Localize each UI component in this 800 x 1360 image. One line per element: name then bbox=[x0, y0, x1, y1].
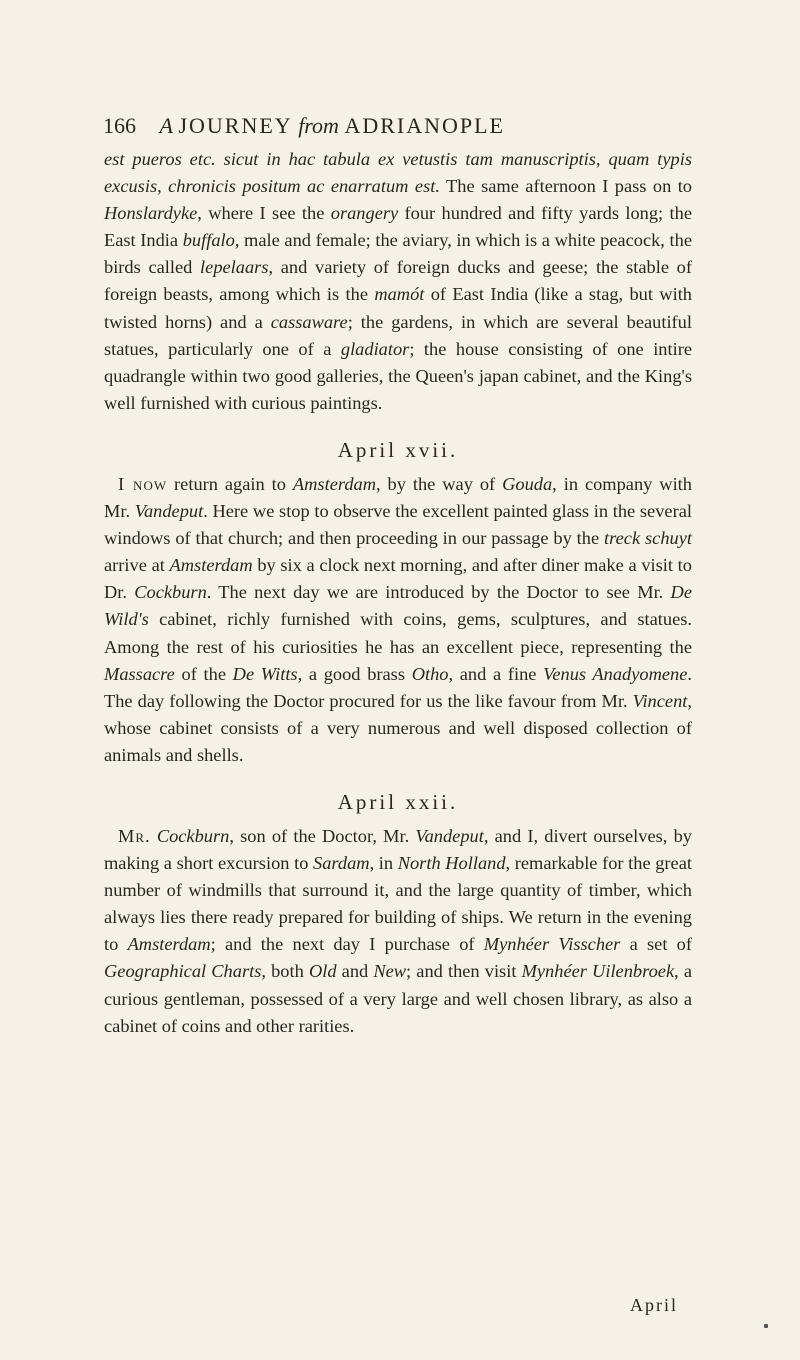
paragraph-april-xvii bbox=[104, 471, 692, 769]
emphasis: Otho bbox=[411, 663, 449, 684]
running-header bbox=[103, 111, 693, 141]
text-run: , where I see the bbox=[197, 203, 331, 224]
emphasis: mamót bbox=[374, 284, 425, 305]
date-heading-april-xxii: April xxii. bbox=[337, 789, 459, 814]
person-name: Cockburn bbox=[134, 582, 207, 603]
text-run: , a curious gentleman, possessed of a very large and well chosen library, as also a cabinet of coins and other rarities. bbox=[104, 961, 692, 1036]
place-name: Amsterdam bbox=[292, 473, 376, 494]
date-heading-april-xvii: April xvii. bbox=[337, 437, 459, 462]
emphasis: New bbox=[373, 961, 407, 982]
text-run: . The next day we are introduced by the Doctor to see Mr. bbox=[206, 582, 671, 603]
text-run: return again to bbox=[167, 473, 293, 494]
text-run: , remarkable for the great number of windmills that surround it, and the large quantity of timber, which always lies there ready prepared for building of ships. We return in the evening to bbox=[104, 853, 692, 955]
place-name: North Holland bbox=[397, 853, 506, 874]
place-name: Honslardyke bbox=[104, 203, 198, 224]
emphasis: lepelaars bbox=[200, 257, 269, 278]
text-run: ; the gardens, in which are several beautiful statues, particularly one of a bbox=[104, 311, 692, 359]
text-run: ; and then visit bbox=[406, 961, 522, 982]
person-name: Cockburn bbox=[156, 825, 230, 846]
emphasis: buffalo bbox=[182, 230, 235, 251]
place-name: Gouda bbox=[502, 473, 553, 494]
emphasis: cassaware bbox=[270, 311, 348, 332]
text-run: , a good brass bbox=[297, 663, 412, 684]
text-run: , son of the Doctor, Mr. bbox=[229, 825, 416, 846]
paragraph-april-xxii bbox=[104, 823, 692, 1040]
page-body bbox=[104, 146, 692, 1040]
text-run: , by the way of bbox=[376, 473, 503, 494]
person-name: De Witts bbox=[232, 663, 298, 684]
paragraph-lead: I now bbox=[118, 473, 168, 494]
ink-mark bbox=[764, 1324, 768, 1328]
text-run: a set of bbox=[620, 934, 692, 955]
emphasis: Old bbox=[308, 961, 337, 982]
text-run: . The day following the Doctor procured for us the like favour from Mr. bbox=[104, 663, 692, 711]
person-name: Mynhéer Visscher bbox=[483, 934, 621, 955]
text-run: , and variety of foreign ducks and geese; the stable of foreign beasts, among which is the bbox=[104, 257, 692, 305]
header-title-from: from bbox=[298, 113, 339, 138]
place-name: Amsterdam bbox=[169, 555, 253, 576]
text-run: cabinet, richly furnished with coins, gems, sculptures, and statues. Among the rest of his curiosities he has an excellent piece, representing the bbox=[104, 609, 692, 657]
text-run: , both bbox=[261, 961, 309, 982]
header-title-place: ADRIANOPLE bbox=[344, 113, 505, 138]
text-run: , whose cabinet consists of a very numerous and well disposed collection of animals and shells. bbox=[104, 690, 692, 765]
header-title-article: A bbox=[159, 113, 173, 138]
text-run: of East India (like a stag, but with twisted horns) and a bbox=[104, 284, 692, 332]
person-name: De Wild's bbox=[104, 582, 692, 630]
text-run: arrive at bbox=[104, 555, 170, 576]
page-number: 166 bbox=[103, 113, 136, 138]
text-run: ; and the next day I purchase of bbox=[210, 934, 484, 955]
text-run: by six a clock next morning, and after diner make a visit to Dr. bbox=[104, 555, 692, 603]
text-run: four hundred and fifty yards long; the East India bbox=[104, 203, 692, 251]
text-run: , in company with Mr. bbox=[104, 473, 692, 522]
latin-passage: est pueros etc. sicut in hac tabula ex vetustis tam manuscriptis, quam typis excusis, chronicis positum ac enarratum est. bbox=[104, 149, 692, 197]
text-run: , and I, divert ourselves, by making a short excursion to bbox=[104, 825, 692, 874]
emphasis: orangery bbox=[330, 203, 399, 224]
emphasis: Geographical Charts bbox=[104, 961, 262, 982]
header-title-journey: JOURNEY bbox=[178, 113, 293, 138]
text-run: , and a fine bbox=[448, 663, 544, 684]
text-run: ; the house consisting of one intire quadrangle within two good galleries, the Queen's japan cabinet, and the King's well furnished with curious paintings. bbox=[104, 338, 693, 413]
text-run: . Here we stop to observe the excellent painted glass in the several windows of that church; and then proceeding in our passage by the bbox=[104, 501, 692, 549]
catchword: April bbox=[630, 1295, 678, 1315]
text-run: of the bbox=[174, 663, 233, 684]
place-name: Sardam bbox=[313, 853, 370, 874]
emphasis: treck schuyt bbox=[604, 528, 693, 549]
paragraph-continuation bbox=[104, 146, 692, 417]
person-name: Vandeput bbox=[415, 825, 484, 846]
emphasis: Massacre bbox=[104, 663, 175, 684]
text-run: , male and female; the aviary, in which is a white peacock, the birds called bbox=[104, 230, 692, 278]
text-run: The same afternoon I pass on to bbox=[439, 176, 693, 197]
person-name: Vincent bbox=[632, 690, 688, 711]
place-name: Amsterdam bbox=[127, 934, 211, 955]
paragraph-lead: Mr. bbox=[118, 825, 151, 846]
emphasis: Venus Anadyomene bbox=[543, 663, 688, 684]
person-name: Vandeput bbox=[134, 501, 204, 522]
emphasis: gladiator bbox=[340, 338, 410, 359]
person-name: Mynhéer Uilenbroek bbox=[521, 961, 675, 982]
text-run: and bbox=[336, 961, 374, 982]
text-run: , in bbox=[369, 853, 398, 874]
